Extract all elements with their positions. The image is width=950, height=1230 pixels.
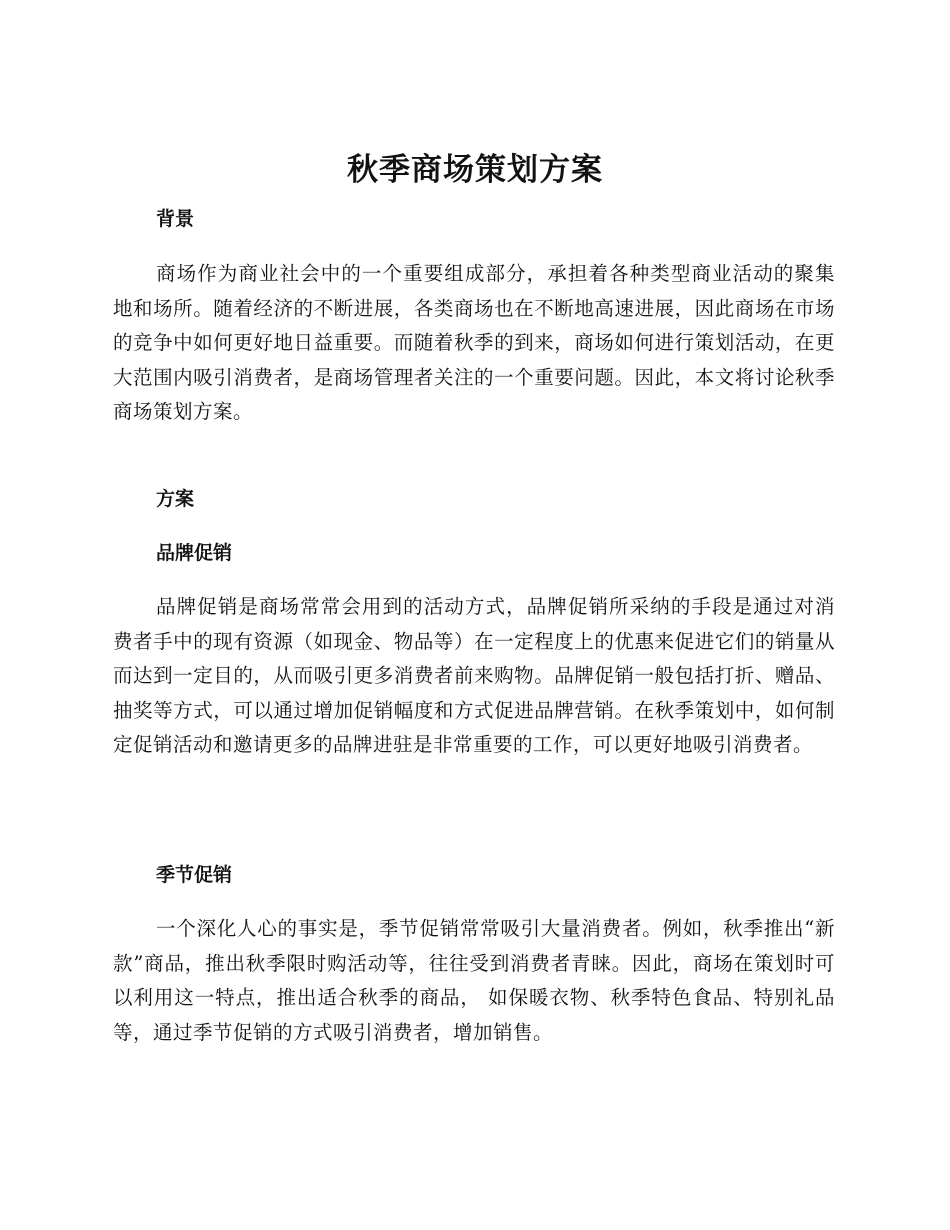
brand-promotion-heading: 品牌促销 [156, 542, 233, 564]
plan-heading: 方案 [156, 488, 195, 510]
seasonal-promotion-heading: 季节促销 [156, 864, 233, 886]
background-paragraph: 商场作为商业社会中的一个重要组成部分，承担着各种类型商业活动的聚集地和场所。随着经济的不断进展，各类商场也在不断地高速进展，因此商场在市场的竞争中如何更好地日益重要。而随着秋季的到来，商场如何进行策划活动，在更大范围内吸引消费者，是商场管理者关注的一个重要问题。因此，本文将讨论秋季商场策划方案。 [113, 262, 835, 423]
background-heading: 背景 [156, 208, 195, 230]
brand-promotion-paragraph: 品牌促销是商场常常会用到的活动方式，品牌促销所采纳的手段是通过对消费者手中的现有资源（如现金、物品等）在一定程度上的优惠来促进它们的销量从而达到一定目的，从而吸引更多消费者前来购物。品牌促销一般包括打折、赠品、抽奖等方式，可以通过增加促销幅度和方式促进品牌营销。在秋季策划中，如何制定促销活动和邀请更多的品牌进驻是非常重要的工作，可以更好地吸引消费者。 [113, 595, 835, 756]
document-title: 秋季商场策划方案 [347, 152, 603, 188]
seasonal-promotion-paragraph: 一个深化人心的事实是，季节促销常常吸引大量消费者。例如，秋季推出“新款”商品，推出秋季限时购活动等，往往受到消费者青睐。因此，商场在策划时可以利用这一特点，推出适合秋季的商品， 如保暖衣物、秋季特色食品、特别礼品等，通过季节促销的方式吸引消费者，增加销售。 [113, 917, 835, 1044]
